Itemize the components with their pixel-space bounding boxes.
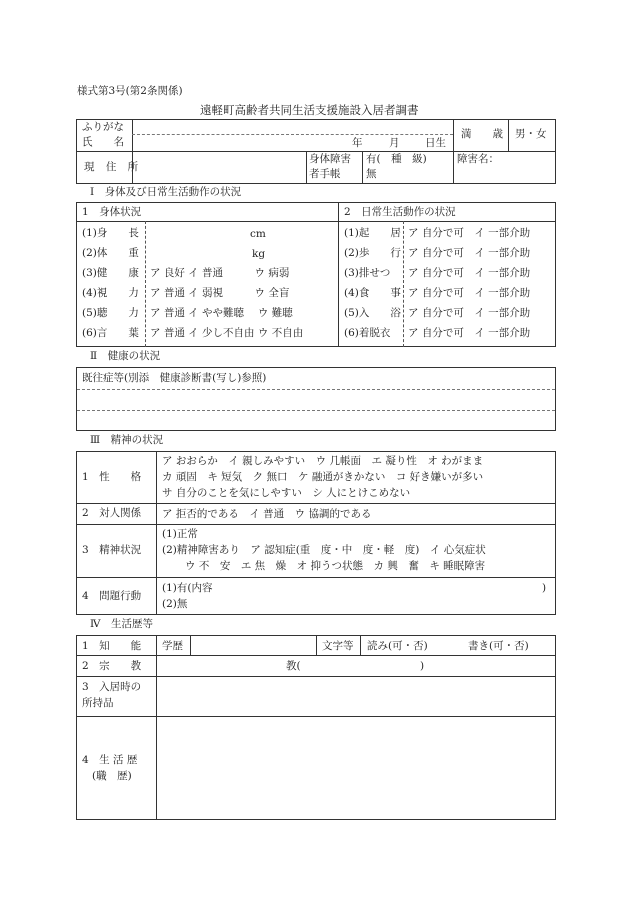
adl-toilet-options[interactable]: ア 自分で可 イ 一部介助	[408, 267, 531, 279]
speech-options[interactable]: ア 普通 イ 少し不自由 ウ 不自由	[150, 327, 304, 339]
adl-row-label: (1)起 居	[344, 227, 401, 239]
section-2-heading: Ⅱ 健康の状況	[90, 350, 161, 362]
body-row-label: (6)言 葉	[82, 327, 139, 339]
intellect-label: 1 知 能	[82, 640, 142, 652]
body-row-label: (2)体 重	[82, 247, 139, 259]
writing-options[interactable]: 書き(可・否)	[468, 640, 529, 652]
furigana-label: ふりがな	[82, 121, 124, 133]
name-label: 氏 名	[82, 136, 124, 148]
disability-name-label: 障害名：	[457, 153, 499, 165]
address-field[interactable]	[137, 159, 301, 175]
mental-option-disorder[interactable]: (2)精神障害あり ア 認知症(重 度・中 度・軽 度) イ 心気症状	[162, 544, 486, 556]
personality-line[interactable]: サ 自分のことを気にしやすい シ 人にとけこめない	[162, 487, 411, 499]
body-row-label: (1)身 長	[82, 227, 139, 239]
hearing-options[interactable]: ア 普通 イ やや難聴 ウ 難聴	[150, 307, 293, 319]
relations-label: 2 対人関係	[82, 507, 142, 520]
weight-unit: kg	[252, 248, 266, 260]
adl-walking-options[interactable]: ア 自分で可 イ 一部介助	[408, 247, 531, 259]
mental-status-label: 3 精神状況	[82, 544, 142, 557]
birth-year-label: 年	[352, 137, 363, 149]
disability-book-label-2: 者手帳	[309, 168, 341, 180]
name-field[interactable]	[137, 136, 337, 149]
life-history-label-1: 4 生 活 歴	[82, 754, 138, 766]
birth-day-label: 日生	[425, 137, 446, 149]
personality-line[interactable]: ア おおらか イ 親しみやすい ウ 几帳面 エ 凝り性 オ わがまま	[162, 455, 484, 467]
mental-option-symptoms[interactable]: ウ 不 安 エ 焦 燥 オ 抑うつ状態 カ 興 奮 キ 睡眠障害	[185, 560, 486, 572]
education-label: 学歴	[162, 640, 183, 652]
health-options[interactable]: ア 良好 イ 普通 ウ 病弱	[150, 267, 290, 279]
disability-book-none[interactable]: 無	[366, 168, 377, 180]
mental-option-normal[interactable]: (1)正常	[162, 528, 198, 540]
form-number: 様式第3号(第2条関係)	[77, 85, 183, 97]
address-label: 現 住 所	[84, 161, 143, 173]
adl-row-label: (6)着脱衣	[344, 327, 391, 339]
religion-field[interactable]: 教(	[286, 660, 301, 672]
section-3-heading: Ⅲ 精神の状況	[90, 434, 164, 446]
adl-row-label: (3)排せつ	[344, 267, 391, 279]
age-label: 満 歳	[461, 128, 503, 140]
adl-bathing-options[interactable]: ア 自分で可 イ 一部介助	[408, 307, 531, 319]
behavior-close-paren: )	[542, 582, 547, 594]
medical-history-label: 既往症等(別添 健康診断書(写し)参照)	[82, 372, 267, 384]
section-1-heading: Ⅰ 身体及び日常生活動作の状況	[90, 186, 242, 198]
disability-book-has[interactable]: 有( 種 級)	[366, 153, 427, 165]
adl-row-label: (4)食 事	[344, 287, 401, 299]
adl-row-label: (5)入 浴	[344, 307, 401, 319]
behavior-option-yes[interactable]: (1)有(内容	[162, 582, 213, 594]
vision-options[interactable]: ア 普通 イ 弱視 ウ 全盲	[150, 287, 290, 299]
birth-month-label: 月	[389, 137, 400, 149]
behavior-label: 4 問題行動	[82, 589, 142, 602]
disability-book-label-1: 身体障害	[309, 153, 351, 165]
life-history-field[interactable]	[160, 720, 552, 816]
furigana-field[interactable]	[137, 121, 302, 133]
relations-options[interactable]: ア 拒否的である イ 普通 ウ 協調的である	[162, 508, 372, 520]
personality-line[interactable]: カ 頑固 キ 短気 ク 無口 ケ 融通がきかない コ 好き嫌いが多い	[162, 471, 484, 483]
adl-eating-options[interactable]: ア 自分で可 イ 一部介助	[408, 287, 531, 299]
reading-options[interactable]: 読み(可・否)	[367, 640, 428, 652]
life-history-label-2: (職 歴)	[92, 770, 132, 782]
body-row-label: (5)聴 力	[82, 307, 139, 319]
religion-close-paren: )	[420, 660, 425, 672]
page-title: 遠軽町高齢者共同生活支援施設入居者調書	[200, 103, 419, 117]
adl-row-label: (2)歩 行	[344, 247, 401, 259]
religion-label: 2 宗 教	[82, 660, 142, 672]
body-row-label: (4)視 力	[82, 287, 139, 299]
belongings-label-2: 所持品	[82, 697, 114, 709]
adl-heading: 2 日常生活動作の状況	[344, 206, 456, 218]
body-status-heading: 1 身体状況	[82, 206, 142, 218]
belongings-field[interactable]	[160, 679, 552, 713]
belongings-label-1: 3 入居時の	[82, 681, 142, 693]
behavior-option-no[interactable]: (2)無	[162, 598, 188, 610]
adl-dressing-options[interactable]: ア 自分で可 イ 一部介助	[408, 327, 531, 339]
education-field[interactable]	[195, 638, 313, 653]
literacy-label: 文字等	[322, 640, 354, 652]
personality-label: 1 性 格	[82, 470, 142, 483]
sex-options[interactable]: 男・女	[515, 128, 547, 140]
section-4-heading: Ⅳ 生活歴等	[90, 618, 153, 630]
body-row-label: (3)健 康	[82, 267, 139, 279]
height-unit: cm	[250, 228, 266, 240]
adl-rising-options[interactable]: ア 自分で可 イ 一部介助	[408, 227, 531, 239]
